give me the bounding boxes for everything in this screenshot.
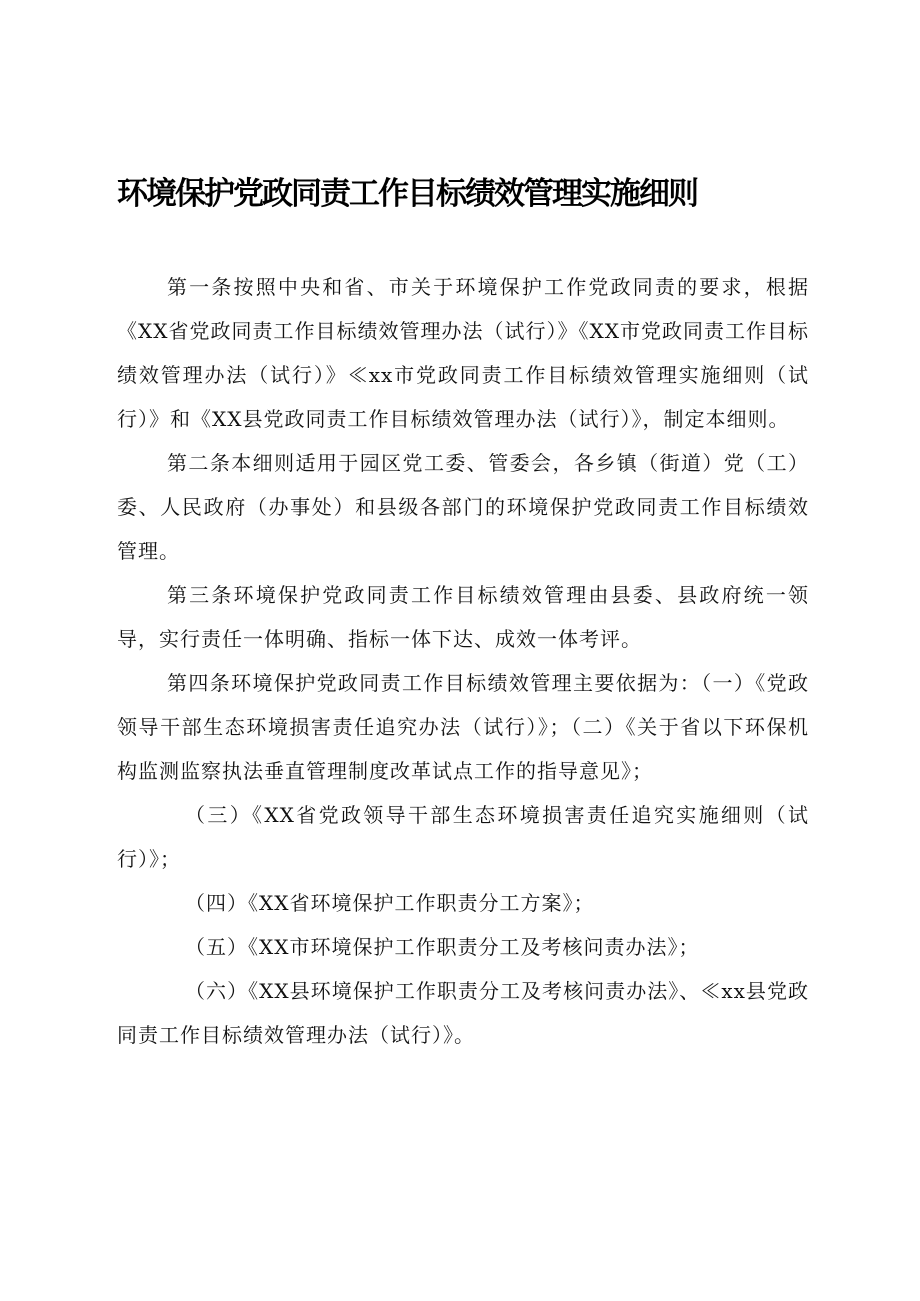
document-title: 环境保护党政同责工作目标绩效管理实施细则 bbox=[117, 176, 697, 212]
article-1-paragraph: 第一条按照中央和省、市关于环境保护工作党政同责的要求，根据《XX省党政同责工作目标绩效管理办法（试行）》《XX市党政同责工作目标绩效管理办法（试行）》≪xx市党政同责工作目标绩效管理实施细则（试行）》和《XX县党政同责工作目标绩效管理办法（试行）》，制定本细则。 bbox=[117, 275, 809, 431]
basis-item-3: （三）《XX省党政领导干部生态环境损害责任追究实施细则（试行）》； bbox=[117, 803, 809, 871]
basis-item-6: （六）《XX县环境保护工作职责分工及考核问责办法》、≪xx县党政同责工作目标绩效管理办法（试行）》。 bbox=[117, 979, 809, 1047]
article-2-paragraph: 第二条本细则适用于园区党工委、管委会，各乡镇（街道）党（工）委、人民政府（办事处）和县级各部门的环境保护党政同责工作目标绩效管理。 bbox=[117, 451, 809, 563]
basis-item-5: （五）《XX市环境保护工作职责分工及考核问责办法》； bbox=[185, 935, 700, 959]
article-3-paragraph: 第三条环境保护党政同责工作目标绩效管理由县委、县政府统一领导，实行责任一体明确、指标一体下达、成效一体考评。 bbox=[117, 583, 809, 651]
document-body bbox=[117, 265, 809, 1057]
article-4-paragraph: 第四条环境保护党政同责工作目标绩效管理主要依据为：（一）《党政领导干部生态环境损害责任追究办法（试行）》；（二）《关于省以下环保机构监测监察执法垂直管理制度改革试点工作的指导意见》； bbox=[117, 671, 809, 783]
basis-item-4: （四）《XX省环境保护工作职责分工方案》； bbox=[185, 891, 595, 915]
